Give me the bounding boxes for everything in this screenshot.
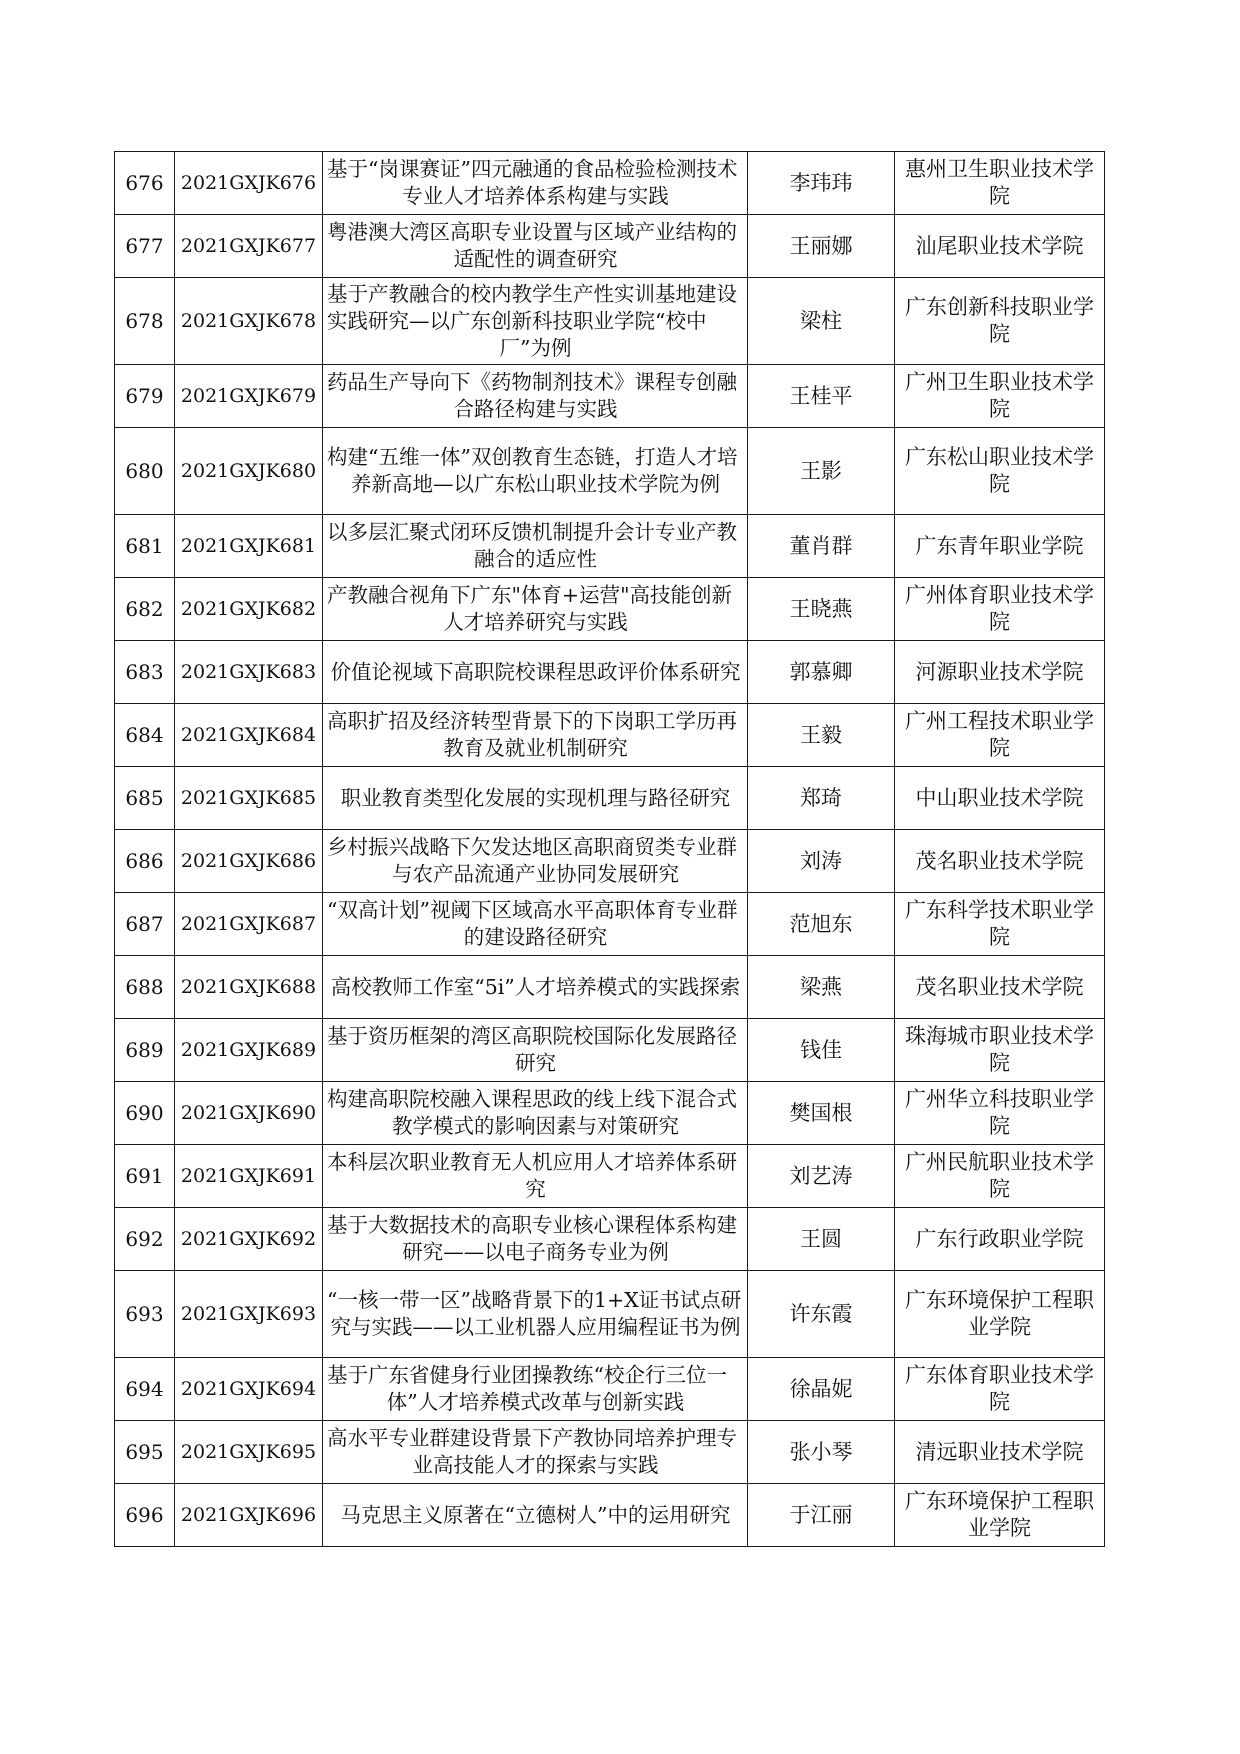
project-title-cell: 价值论视域下高职院校课程思政评价体系研究 xyxy=(323,641,748,704)
table-row xyxy=(115,1484,1105,1547)
table-row xyxy=(115,278,1105,365)
project-title-cell: “双高计划”视阈下区域高水平高职体育专业群的建设路径研究 xyxy=(323,893,748,956)
project-title-cell: 马克思主义原著在“立德树人”中的运用研究 xyxy=(323,1484,748,1547)
project-code-cell: 2021GXJK689 xyxy=(175,1019,323,1082)
row-number-cell: 693 xyxy=(115,1271,175,1358)
institution-cell: 汕尾职业技术学院 xyxy=(895,215,1105,278)
institution-cell: 河源职业技术学院 xyxy=(895,641,1105,704)
table-row xyxy=(115,1421,1105,1484)
project-title-cell: 基于产教融合的校内教学生产性实训基地建设实践研究—以广东创新科技职业学院“校中厂”为例 xyxy=(323,278,748,365)
institution-cell: 广东青年职业学院 xyxy=(895,515,1105,578)
project-leader-cell: 王丽娜 xyxy=(748,215,895,278)
table-row xyxy=(115,893,1105,956)
table-row xyxy=(115,767,1105,830)
project-leader-cell: 李玮玮 xyxy=(748,152,895,215)
project-title-cell: 乡村振兴战略下欠发达地区高职商贸类专业群与农产品流通产业协同发展研究 xyxy=(323,830,748,893)
project-leader-cell: 范旭东 xyxy=(748,893,895,956)
table-row xyxy=(115,365,1105,428)
project-title-cell: 药品生产导向下《药物制剂技术》课程专创融合路径构建与实践 xyxy=(323,365,748,428)
table-row xyxy=(115,215,1105,278)
project-code-cell: 2021GXJK686 xyxy=(175,830,323,893)
institution-cell: 广州华立科技职业学院 xyxy=(895,1082,1105,1145)
project-leader-cell: 郑琦 xyxy=(748,767,895,830)
institution-cell: 中山职业技术学院 xyxy=(895,767,1105,830)
project-title-cell: 本科层次职业教育无人机应用人才培养体系研究 xyxy=(323,1145,748,1208)
project-code-cell: 2021GXJK692 xyxy=(175,1208,323,1271)
project-code-cell: 2021GXJK688 xyxy=(175,956,323,1019)
table-row xyxy=(115,1145,1105,1208)
row-number-cell: 692 xyxy=(115,1208,175,1271)
institution-cell: 广州民航职业技术学院 xyxy=(895,1145,1105,1208)
project-title-cell: 高校教师工作室“5i”人才培养模式的实践探索 xyxy=(323,956,748,1019)
project-title-cell: 高水平专业群建设背景下产教协同培养护理专业高技能人才的探索与实践 xyxy=(323,1421,748,1484)
project-title-cell: “一核一带一区”战略背景下的1+X证书试点研究与实践——以工业机器人应用编程证书为例 xyxy=(323,1271,748,1358)
row-number-cell: 676 xyxy=(115,152,175,215)
project-leader-cell: 许东霞 xyxy=(748,1271,895,1358)
table-row xyxy=(115,1271,1105,1358)
row-number-cell: 678 xyxy=(115,278,175,365)
project-code-cell: 2021GXJK683 xyxy=(175,641,323,704)
row-number-cell: 681 xyxy=(115,515,175,578)
project-leader-cell: 王晓燕 xyxy=(748,578,895,641)
project-leader-cell: 钱佳 xyxy=(748,1019,895,1082)
project-leader-cell: 王毅 xyxy=(748,704,895,767)
table-row xyxy=(115,704,1105,767)
project-code-cell: 2021GXJK682 xyxy=(175,578,323,641)
row-number-cell: 689 xyxy=(115,1019,175,1082)
table-row xyxy=(115,1208,1105,1271)
project-leader-cell: 张小琴 xyxy=(748,1421,895,1484)
project-list-table xyxy=(114,151,1105,1547)
project-code-cell: 2021GXJK694 xyxy=(175,1358,323,1421)
row-number-cell: 680 xyxy=(115,428,175,515)
row-number-cell: 686 xyxy=(115,830,175,893)
row-number-cell: 694 xyxy=(115,1358,175,1421)
row-number-cell: 695 xyxy=(115,1421,175,1484)
table-row xyxy=(115,152,1105,215)
institution-cell: 广东环境保护工程职业学院 xyxy=(895,1484,1105,1547)
table-row xyxy=(115,830,1105,893)
table-row xyxy=(115,956,1105,1019)
row-number-cell: 696 xyxy=(115,1484,175,1547)
project-leader-cell: 刘艺涛 xyxy=(748,1145,895,1208)
institution-cell: 广州卫生职业技术学院 xyxy=(895,365,1105,428)
project-title-cell: 高职扩招及经济转型背景下的下岗职工学历再教育及就业机制研究 xyxy=(323,704,748,767)
project-code-cell: 2021GXJK677 xyxy=(175,215,323,278)
project-leader-cell: 徐晶妮 xyxy=(748,1358,895,1421)
project-leader-cell: 梁柱 xyxy=(748,278,895,365)
row-number-cell: 688 xyxy=(115,956,175,1019)
project-title-cell: 基于广东省健身行业团操教练“校企行三位一体”人才培养模式改革与创新实践 xyxy=(323,1358,748,1421)
row-number-cell: 691 xyxy=(115,1145,175,1208)
project-code-cell: 2021GXJK696 xyxy=(175,1484,323,1547)
row-number-cell: 690 xyxy=(115,1082,175,1145)
institution-cell: 珠海城市职业技术学院 xyxy=(895,1019,1105,1082)
project-code-cell: 2021GXJK676 xyxy=(175,152,323,215)
table-row xyxy=(115,1019,1105,1082)
project-code-cell: 2021GXJK681 xyxy=(175,515,323,578)
project-title-cell: 粤港澳大湾区高职专业设置与区域产业结构的适配性的调查研究 xyxy=(323,215,748,278)
institution-cell: 广州工程技术职业学院 xyxy=(895,704,1105,767)
row-number-cell: 682 xyxy=(115,578,175,641)
institution-cell: 广东科学技术职业学院 xyxy=(895,893,1105,956)
project-title-cell: 基于资历框架的湾区高职院校国际化发展路径研究 xyxy=(323,1019,748,1082)
project-title-cell: 职业教育类型化发展的实现机理与路径研究 xyxy=(323,767,748,830)
table-row xyxy=(115,578,1105,641)
table-row xyxy=(115,1082,1105,1145)
table-row xyxy=(115,641,1105,704)
project-code-cell: 2021GXJK680 xyxy=(175,428,323,515)
project-leader-cell: 于江丽 xyxy=(748,1484,895,1547)
row-number-cell: 679 xyxy=(115,365,175,428)
institution-cell: 广州体育职业技术学院 xyxy=(895,578,1105,641)
institution-cell: 茂名职业技术学院 xyxy=(895,830,1105,893)
institution-cell: 广东松山职业技术学院 xyxy=(895,428,1105,515)
table-body xyxy=(115,152,1105,1547)
row-number-cell: 683 xyxy=(115,641,175,704)
project-code-cell: 2021GXJK679 xyxy=(175,365,323,428)
row-number-cell: 687 xyxy=(115,893,175,956)
project-title-cell: 基于“岗课赛证”四元融通的食品检验检测技术专业人才培养体系构建与实践 xyxy=(323,152,748,215)
project-code-cell: 2021GXJK687 xyxy=(175,893,323,956)
project-code-cell: 2021GXJK690 xyxy=(175,1082,323,1145)
project-code-cell: 2021GXJK695 xyxy=(175,1421,323,1484)
project-leader-cell: 王圆 xyxy=(748,1208,895,1271)
project-title-cell: 以多层汇聚式闭环反馈机制提升会计专业产教融合的适应性 xyxy=(323,515,748,578)
institution-cell: 茂名职业技术学院 xyxy=(895,956,1105,1019)
project-leader-cell: 董肖群 xyxy=(748,515,895,578)
row-number-cell: 685 xyxy=(115,767,175,830)
table-row xyxy=(115,1358,1105,1421)
project-title-cell: 构建“五维一体”双创教育生态链，打造人才培养新高地—以广东松山职业技术学院为例 xyxy=(323,428,748,515)
row-number-cell: 684 xyxy=(115,704,175,767)
institution-cell: 惠州卫生职业技术学院 xyxy=(895,152,1105,215)
project-leader-cell: 梁燕 xyxy=(748,956,895,1019)
project-leader-cell: 王影 xyxy=(748,428,895,515)
project-title-cell: 构建高职院校融入课程思政的线上线下混合式教学模式的影响因素与对策研究 xyxy=(323,1082,748,1145)
table-row xyxy=(115,515,1105,578)
project-title-cell: 基于大数据技术的高职专业核心课程体系构建研究——以电子商务专业为例 xyxy=(323,1208,748,1271)
institution-cell: 广东环境保护工程职业学院 xyxy=(895,1271,1105,1358)
project-leader-cell: 郭慕卿 xyxy=(748,641,895,704)
institution-cell: 广东体育职业技术学院 xyxy=(895,1358,1105,1421)
row-number-cell: 677 xyxy=(115,215,175,278)
institution-cell: 广东行政职业学院 xyxy=(895,1208,1105,1271)
project-leader-cell: 樊国根 xyxy=(748,1082,895,1145)
institution-cell: 清远职业技术学院 xyxy=(895,1421,1105,1484)
project-title-cell: 产教融合视角下广东"体育+运营"高技能创新人才培养研究与实践 xyxy=(323,578,748,641)
institution-cell: 广东创新科技职业学院 xyxy=(895,278,1105,365)
project-code-cell: 2021GXJK684 xyxy=(175,704,323,767)
project-leader-cell: 刘涛 xyxy=(748,830,895,893)
table-row xyxy=(115,428,1105,515)
project-leader-cell: 王桂平 xyxy=(748,365,895,428)
project-code-cell: 2021GXJK693 xyxy=(175,1271,323,1358)
project-code-cell: 2021GXJK691 xyxy=(175,1145,323,1208)
project-code-cell: 2021GXJK685 xyxy=(175,767,323,830)
project-code-cell: 2021GXJK678 xyxy=(175,278,323,365)
